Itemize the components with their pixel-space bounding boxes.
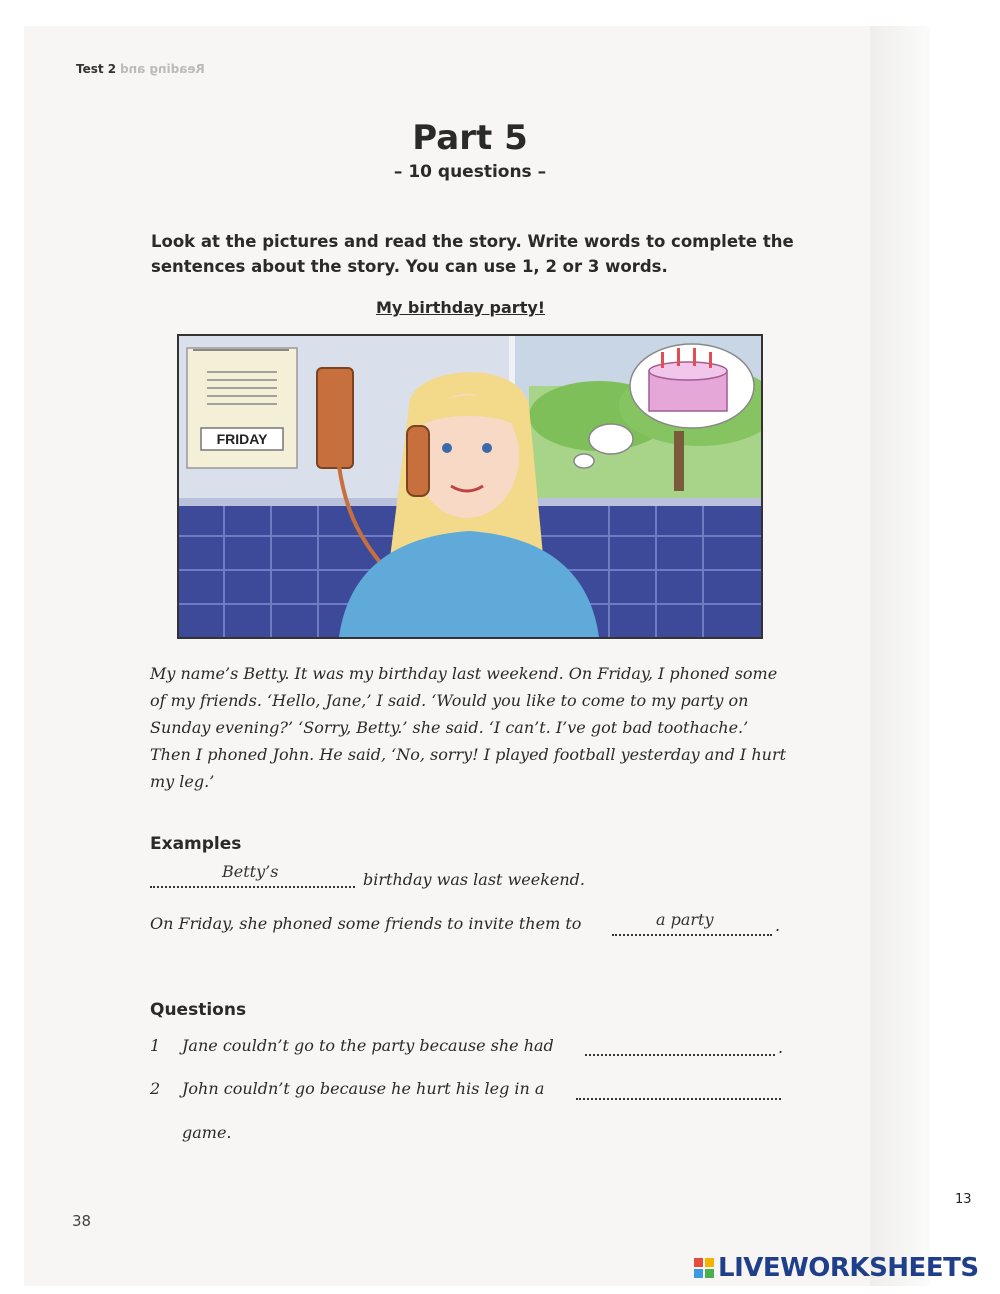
brand-text: LIVEWORKSHEETS: [718, 1253, 979, 1283]
illustration: [179, 336, 761, 637]
example1-answer: Betty’s: [222, 862, 279, 881]
question2-text: John couldn’t go because he hurt his leg in a: [182, 1079, 545, 1098]
questions-heading: Questions: [150, 1000, 247, 1020]
question1-end: .: [778, 1038, 784, 1057]
question2-answer-input[interactable]: [576, 1098, 781, 1100]
example2-end: .: [775, 916, 781, 935]
example2-answer: a party: [656, 910, 714, 929]
liveworksheets-logo: [694, 1253, 979, 1283]
question2-number: 2: [150, 1079, 161, 1098]
examples-heading: Examples: [150, 834, 242, 854]
question1-text: Jane couldn’t go to the party because she had: [182, 1036, 554, 1055]
question1-number: 1: [150, 1036, 161, 1055]
example2-text: On Friday, she phoned some friends to invite them to: [150, 914, 582, 933]
part-title: Part 5: [412, 118, 528, 158]
part-subtitle: – 10 questions –: [393, 162, 547, 182]
corner-page-number: 13: [955, 1192, 972, 1207]
test-label: Test 2: [76, 62, 117, 76]
page-shadow: [870, 26, 930, 1286]
show-through-text: Reading and: [120, 62, 205, 76]
page-number: 38: [72, 1212, 92, 1230]
question1-answer-input[interactable]: [585, 1054, 775, 1056]
story-text: My name’s Betty. It was my birthday last weekend. On Friday, I phoned some of my friends. ‘Hello, Jane,’ I said. ‘Would you like to come to my party on Sunday evening?’ ‘Sorry, Betty.’ she said. ‘I can’t. I’ve got bad toothache.’ Then I phoned John. He said, ‘No, sorry! I played football yesterday and I hurt my leg.’: [150, 664, 787, 791]
question2-continuation: game.: [182, 1123, 232, 1142]
example2-answer-line: [612, 934, 772, 936]
example1-text: birthday was last weekend.: [363, 870, 585, 889]
calendar-label: FRIDAY: [216, 431, 268, 447]
instructions: Look at the pictures and read the story. Write words to complete the sentences about the story. You can use 1, 2 or 3 words.: [151, 232, 794, 276]
story-picture: [177, 334, 763, 639]
liveworksheets-icon: [694, 1258, 714, 1278]
story-title: My birthday party!: [376, 298, 546, 317]
example1-answer-line: [150, 886, 355, 888]
